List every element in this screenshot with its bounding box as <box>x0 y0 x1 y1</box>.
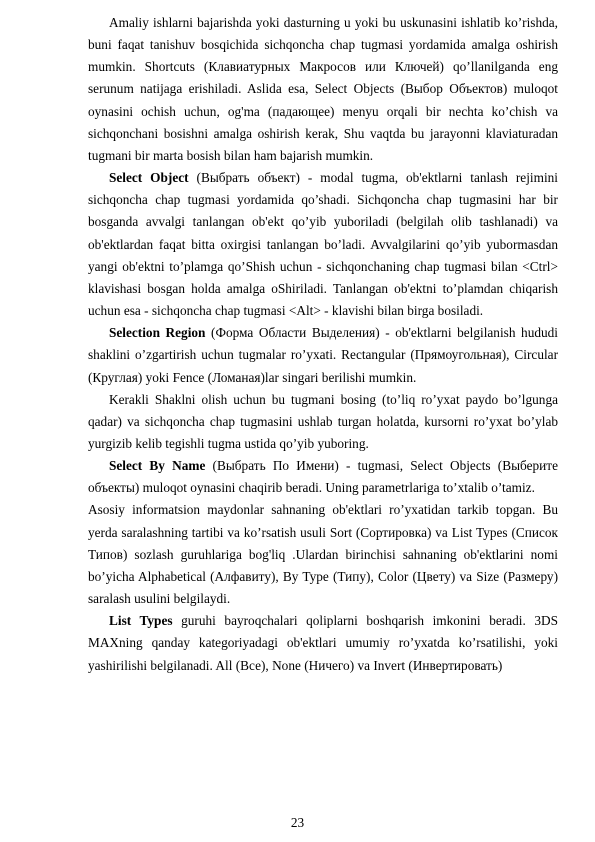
paragraph-text: Amaliy ishlarni bajarishda yoki dasturning u yoki bu uskunasini ishlatib ko’rishda, buni faqat tanishuv bosqichida sichqoncha chap tugmasi yordamida amalga oshirish mumkin. Shortcuts (Клавиатурных Макросов или Ключей) qo’llanilganda eng serunum natijaga erishiladi. Aslida esa, Select Objects (Выбор Объектов) muloqot oynasini ochish uchun, og'ma (падающее) menyu orqali bir nechta ko’chish va sichqonchani bosishni amalga oshirish kerak, Shu vaqtda bu jarayonni klaviaturadan tugmani bir marta bosish bilan ham bajarish mumkin. <box>88 15 558 163</box>
paragraph-info-fields <box>88 499 558 610</box>
paragraph-text: (Выбрать объект) - modal tugma, ob'ektlarni tanlash rejimini sichqoncha chap tugmasi yordamida qo’shadi. Sichqoncha chap tugmasini har bir bosganda avvalgi tanlangan ob'ekt qo’yib yuboriladi (belgilah olib tashlanadi) va ob'ektlardan faqat bitta oxirgisi tanlangan bo’ladi. Avvalgilarini qo’yib yubormasdan yangi ob'ektni to’plamga qo’Shish uchun - sichqonchaning chap tugmasi bilan <Ctrl> klavishasi bosgan holda amalga oShiriladi. Tanlangan ob'ektni to’plamdan chiqarish uchun esa - sichqoncha chap tugmasi <Alt> - klavishi bilan birga bosiladi. <box>88 170 558 319</box>
paragraph-selection-region <box>88 322 558 388</box>
page-number: 23 <box>290 815 305 830</box>
term-list-types: List Types <box>109 613 173 629</box>
paragraph-text: Kerakli Shaklni olish uchun bu tugmani bosing (to’liq ro’yxat paydo bo’lgunga qadar) va sichqoncha chap tugmasini ushlab turgan holatda, kursorni ro’yxat bo’ylab yurgizib kelib tegishli tugma ustida qo’yib yuboring. <box>88 391 558 451</box>
paragraph-text: (Форма Области Выделения) - ob'ektlarni belgilanish hududi shaklini o’zgartirish uchun tugmalar ro’yxati. Rectangular (Прямоугольная), Circular (Круглая) yoki Fence (Ломаная)lar singari berilishi mumkin. <box>88 325 558 385</box>
paragraph-intro <box>88 12 558 167</box>
paragraph-text: (Выбрать По Имени) - tugmasi, Select Objects (Выберите объекты) muloqot oynasini chaqirib beradi. Uning parametrlariga to’xtalib o’tamiz. <box>88 458 558 496</box>
paragraph-select-by-name <box>88 455 558 499</box>
paragraph-text: Asosiy informatsion maydonlar sahnaning ob'ektlari ro’yxatidan tarkib topgan. Bu yerda saralashning tartibi va ko’rsatish usuli Sort (Сортировка) va List Types (Список Типов) sozlash guruhlariga bog'liq .Ulardan birinchisi sahnaning ob'ektlarini nomi bo’yicha Alphabetical (Алфавиту), By Type (Типу), Color (Цвету) va Size (Размеру) saralash usulini belgilaydi. <box>88 502 558 607</box>
body-text <box>88 12 558 677</box>
term-select-by-name: Select By Name <box>109 458 206 474</box>
term-select-object: Select Object <box>109 170 189 186</box>
paragraph-select-object <box>88 167 558 322</box>
paragraph-text: guruhi bayroqchalari qoliplarni boshqarish imkonini beradi. 3DS MAXning qanday kategoriyadagi ob'ektlari umumiy ro’yxatda ko’rsatilishi, yoki yashirilishi belgilanadi. All (Все), None (Ничего) va Invert (Инвертировать) <box>88 613 558 673</box>
term-selection-region: Selection Region <box>109 325 206 341</box>
paragraph-shape-instructions <box>88 389 558 455</box>
paragraph-list-types <box>88 610 558 676</box>
